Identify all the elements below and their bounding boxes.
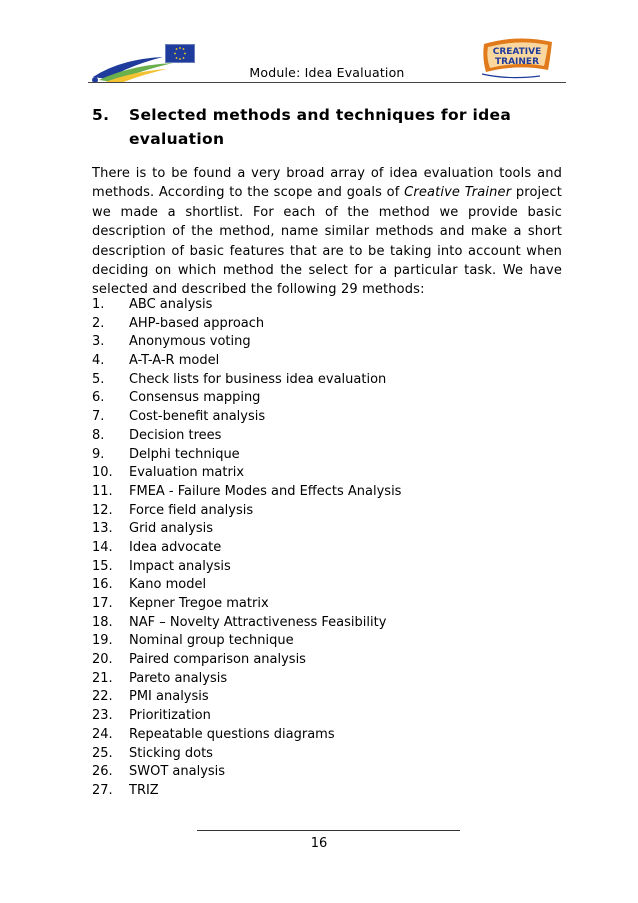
method-number: 6. — [92, 390, 105, 406]
method-item — [92, 595, 562, 614]
method-number: 5. — [92, 371, 105, 387]
method-label: TRIZ — [129, 782, 159, 798]
method-label: Sticking dots — [129, 745, 213, 761]
method-label: SWOT analysis — [129, 764, 226, 780]
method-number: 8. — [92, 427, 105, 443]
method-label: Prioritization — [129, 708, 211, 724]
method-label: AHP-based approach — [129, 315, 265, 331]
method-item — [92, 427, 562, 446]
method-number: 24. — [92, 726, 113, 742]
method-label: Cost-benefit analysis — [129, 409, 266, 425]
creative-trainer-logo — [478, 36, 556, 80]
method-label: Idea advocate — [129, 539, 222, 555]
method-number: 4. — [92, 353, 105, 369]
method-number: 26. — [92, 764, 113, 780]
method-label: Pareto analysis — [129, 670, 228, 686]
method-item — [92, 763, 562, 782]
method-number: 25. — [92, 745, 113, 761]
method-item — [92, 408, 562, 427]
method-item — [92, 688, 562, 707]
method-label: FMEA - Failure Modes and Effects Analysis — [129, 483, 402, 499]
method-label: Grid analysis — [129, 521, 214, 537]
method-number: 9. — [92, 446, 105, 462]
method-number: 17. — [92, 596, 113, 611]
method-item — [92, 782, 562, 801]
project-name: Creative Trainer — [404, 185, 512, 201]
method-number: 13. — [92, 521, 113, 537]
page-number: 16 — [310, 836, 328, 851]
method-label: ABC analysis — [129, 297, 213, 312]
method-item — [92, 651, 562, 670]
method-number: 3. — [92, 334, 105, 350]
method-label: PMI analysis — [129, 689, 209, 705]
method-item — [92, 502, 562, 521]
method-number: 22. — [92, 689, 113, 705]
method-item — [92, 670, 562, 689]
method-item — [92, 464, 562, 483]
page-header — [88, 38, 566, 82]
method-item — [92, 483, 562, 502]
method-item — [92, 446, 562, 465]
method-label: Paired comparison analysis — [129, 652, 306, 668]
methods-list — [92, 296, 562, 801]
method-item — [92, 614, 562, 633]
svg-text:TRAINER: TRAINER — [495, 57, 539, 67]
method-label: Decision trees — [129, 427, 222, 443]
footer-divider — [197, 830, 460, 831]
method-number: 12. — [92, 502, 113, 518]
method-item — [92, 707, 562, 726]
method-number: 2. — [92, 315, 105, 331]
method-item — [92, 632, 562, 651]
method-number: 15. — [92, 558, 113, 574]
eu-flag-icon — [165, 44, 195, 63]
method-label: Evaluation matrix — [129, 465, 245, 481]
header-divider — [88, 82, 566, 83]
intro-text: There is to be found a very broad array of idea evaluation tools and methods. According to the scope and goals of — [92, 166, 562, 201]
method-label: Consensus mapping — [129, 390, 261, 406]
method-label: NAF – Novelty Attractiveness Feasibility — [129, 614, 387, 630]
method-label: Nominal group technique — [129, 633, 294, 649]
method-item — [92, 576, 562, 595]
method-number: 14. — [92, 539, 113, 555]
method-item — [92, 745, 562, 764]
method-number: 11. — [92, 483, 113, 499]
method-item — [92, 389, 562, 408]
method-item — [92, 371, 562, 390]
method-label: Delphi technique — [129, 446, 240, 462]
method-number: 20. — [92, 652, 113, 668]
method-label: Kepner Tregoe matrix — [129, 596, 269, 611]
method-item — [92, 333, 562, 352]
method-number: 10. — [92, 465, 113, 481]
intro-text-continued: project we made a shortlist. For each of the method we provide basic description of the method, name similar methods and make a short description of basic features that are to be taking into account when deciding on which method the select for a particular task. We have selected and described the following 29 methods: — [92, 185, 562, 298]
method-item — [92, 726, 562, 745]
method-item — [92, 315, 562, 334]
method-number: 7. — [92, 409, 105, 425]
method-number: 19. — [92, 633, 113, 649]
section-number: 5. — [92, 106, 110, 124]
method-label: Kano model — [129, 577, 207, 593]
method-item — [92, 539, 562, 558]
method-label: Check lists for business idea evaluation — [129, 371, 387, 387]
method-number: 16. — [92, 577, 113, 593]
method-item — [92, 558, 562, 577]
method-number: 18. — [92, 614, 113, 630]
method-label: Anonymous voting — [129, 334, 251, 350]
module-title: Module: Idea Evaluation — [249, 65, 405, 80]
method-number: 23. — [92, 708, 113, 724]
method-label: A-T-A-R model — [129, 353, 220, 369]
method-label: Force field analysis — [129, 502, 254, 518]
method-item — [92, 352, 562, 371]
method-item — [92, 520, 562, 539]
svg-text:CREATIVE: CREATIVE — [492, 47, 542, 57]
intro-paragraph — [92, 164, 562, 300]
method-number: 21. — [92, 670, 113, 686]
method-label: Impact analysis — [129, 558, 231, 574]
method-label: Repeatable questions diagrams — [129, 726, 335, 742]
method-number: 27. — [92, 782, 113, 798]
method-item — [92, 296, 562, 315]
method-number: 1. — [92, 297, 105, 312]
section-title: Selected methods and techniques for idea evaluation — [129, 106, 512, 148]
